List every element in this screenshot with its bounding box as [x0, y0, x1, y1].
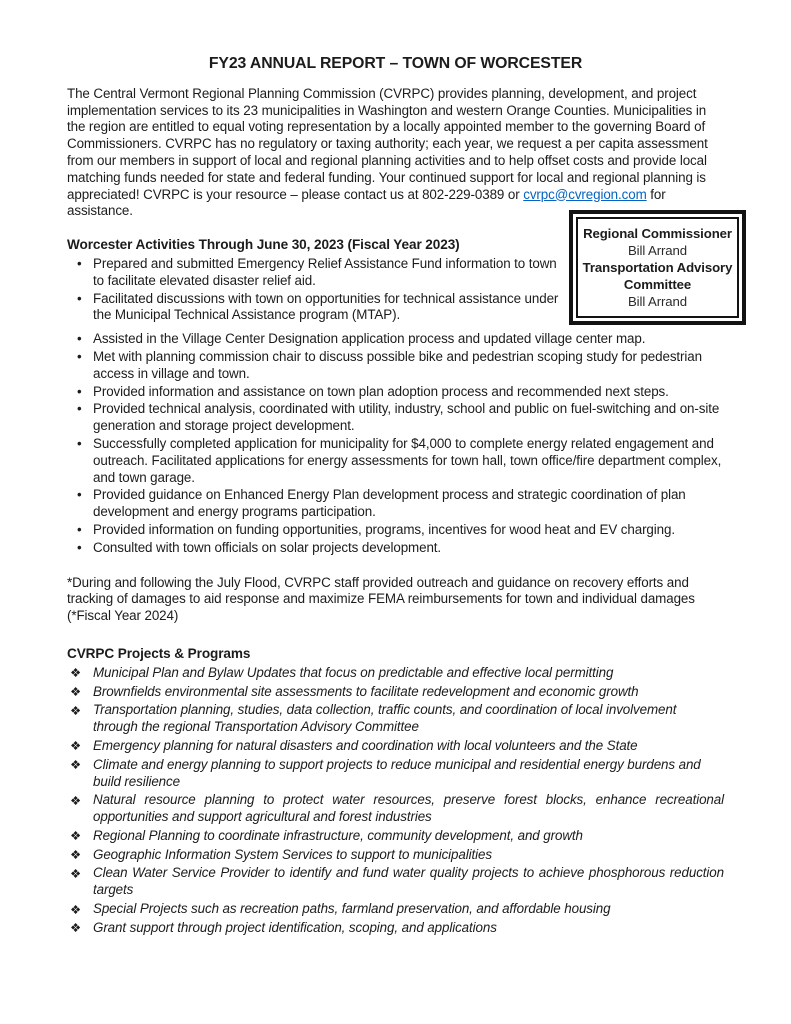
list-item: ❖ Climate and energy planning to support projects to reduce municipal and residential energy burdens and build resilience: [93, 757, 724, 791]
projects-list: [67, 665, 724, 937]
activities-list: [67, 256, 724, 557]
list-item: • Consulted with town officials on solar projects development.: [93, 540, 724, 557]
list-item: • Met with planning commission chair to discuss possible bike and pedestrian scoping study for pedestrian access in village and town.: [93, 349, 724, 383]
commissioner-title: Regional Commissioner: [583, 226, 732, 242]
list-item: ❖ Geographic Information System Services to support to municipalities: [93, 847, 724, 864]
list-item: ❖ Natural resource planning to protect water resources, preserve forest blocks, enhance recreational opportunities and support agricultural and forest industries: [93, 792, 724, 826]
email-link[interactable]: cvrpc@cvregion.com: [523, 186, 647, 202]
list-item: • Provided technical analysis, coordinated with utility, industry, school and public on fuel-switching and on-site generation and storage project development.: [93, 401, 724, 435]
list-item: ❖ Grant support through project identification, scoping, and applications: [93, 920, 724, 937]
list-item: ❖ Regional Planning to coordinate infrastructure, community development, and growth: [93, 828, 724, 845]
list-item: • Facilitated discussions with town on opportunities for technical assistance under the Municipal Technical Assistance program (MTAP).: [93, 291, 724, 325]
list-item: ❖ Emergency planning for natural disasters and coordination with local volunteers and the State: [93, 738, 724, 755]
commissioner-name: Bill Arrand: [627, 243, 687, 259]
intro-text-after: for assistance.: [67, 186, 666, 219]
projects-heading: CVRPC Projects & Programs: [67, 645, 251, 661]
intro-paragraph: [67, 86, 724, 220]
flood-note-paragraph: *During and following the July Flood, CVRPC staff provided outreach and guidance on recovery efforts and tracking of damages to aid response and maximize FEMA reimbursements for town and individual damages (*Fiscal Year 2024): [67, 574, 695, 624]
committee-title: Transportation Advisory Committee: [582, 260, 733, 293]
page-title: FY23 ANNUAL REPORT – TOWN OF WORCESTER: [208, 55, 583, 72]
list-item: ❖ Brownfields environmental site assessments to facilitate redevelopment and economic growth: [93, 684, 724, 701]
list-item: ❖ Transportation planning, studies, data collection, traffic counts, and coordination of local involvement through the regional Transportation Advisory Committee: [93, 702, 724, 736]
list-item: • Prepared and submitted Emergency Relief Assistance Fund information to town to facilitate elevated disaster relief aid.: [93, 256, 724, 290]
intro-text-before: The Central Vermont Regional Planning Commission (CVRPC) provides planning, development, and project implementation services to its 23 municipalities in Washington and western Orange Counties. Municipalities in the region are entitled to equal voting representation by a locally appointed member to the governing Board of Commissioners. CVRPC has no regulatory or taxing authority; each year, we request a per capita assessment from our members in support of local and regional planning activities and to help offset costs and provide local matching funds needed for state and federal funding. Your continued support for local and regional planning is appreciated! CVRPC is your resource – please contact us at 802-229-0389 or: [67, 85, 708, 202]
list-item: • Provided information on funding opportunities, programs, incentives for wood heat and EV charging.: [93, 522, 724, 539]
activities-heading: Worcester Activities Through June 30, 2023 (Fiscal Year 2023): [67, 237, 460, 253]
list-item: ❖ Municipal Plan and Bylaw Updates that focus on predictable and effective local permitting: [93, 665, 724, 682]
list-item: ❖ Special Projects such as recreation paths, farmland preservation, and affordable housing: [93, 901, 724, 918]
list-item: • Assisted in the Village Center Designation application process and updated village center map.: [93, 331, 724, 348]
list-item: • Successfully completed application for municipality for $4,000 to complete energy related engagement and outreach. Facilitated applications for energy assessments for town hall, town office/fire department complex, and town garage.: [93, 436, 724, 486]
committee-member-name: Bill Arrand: [627, 294, 687, 310]
list-item: • Provided information and assistance on town plan adoption process and recommended next steps.: [93, 384, 724, 401]
list-item: ❖ Clean Water Service Provider to identify and fund water quality projects to achieve phosphorous reduction targets: [93, 865, 724, 899]
list-item: • Provided guidance on Enhanced Energy Plan development process and strategic coordination of plan development and energy programs participation.: [93, 487, 724, 521]
